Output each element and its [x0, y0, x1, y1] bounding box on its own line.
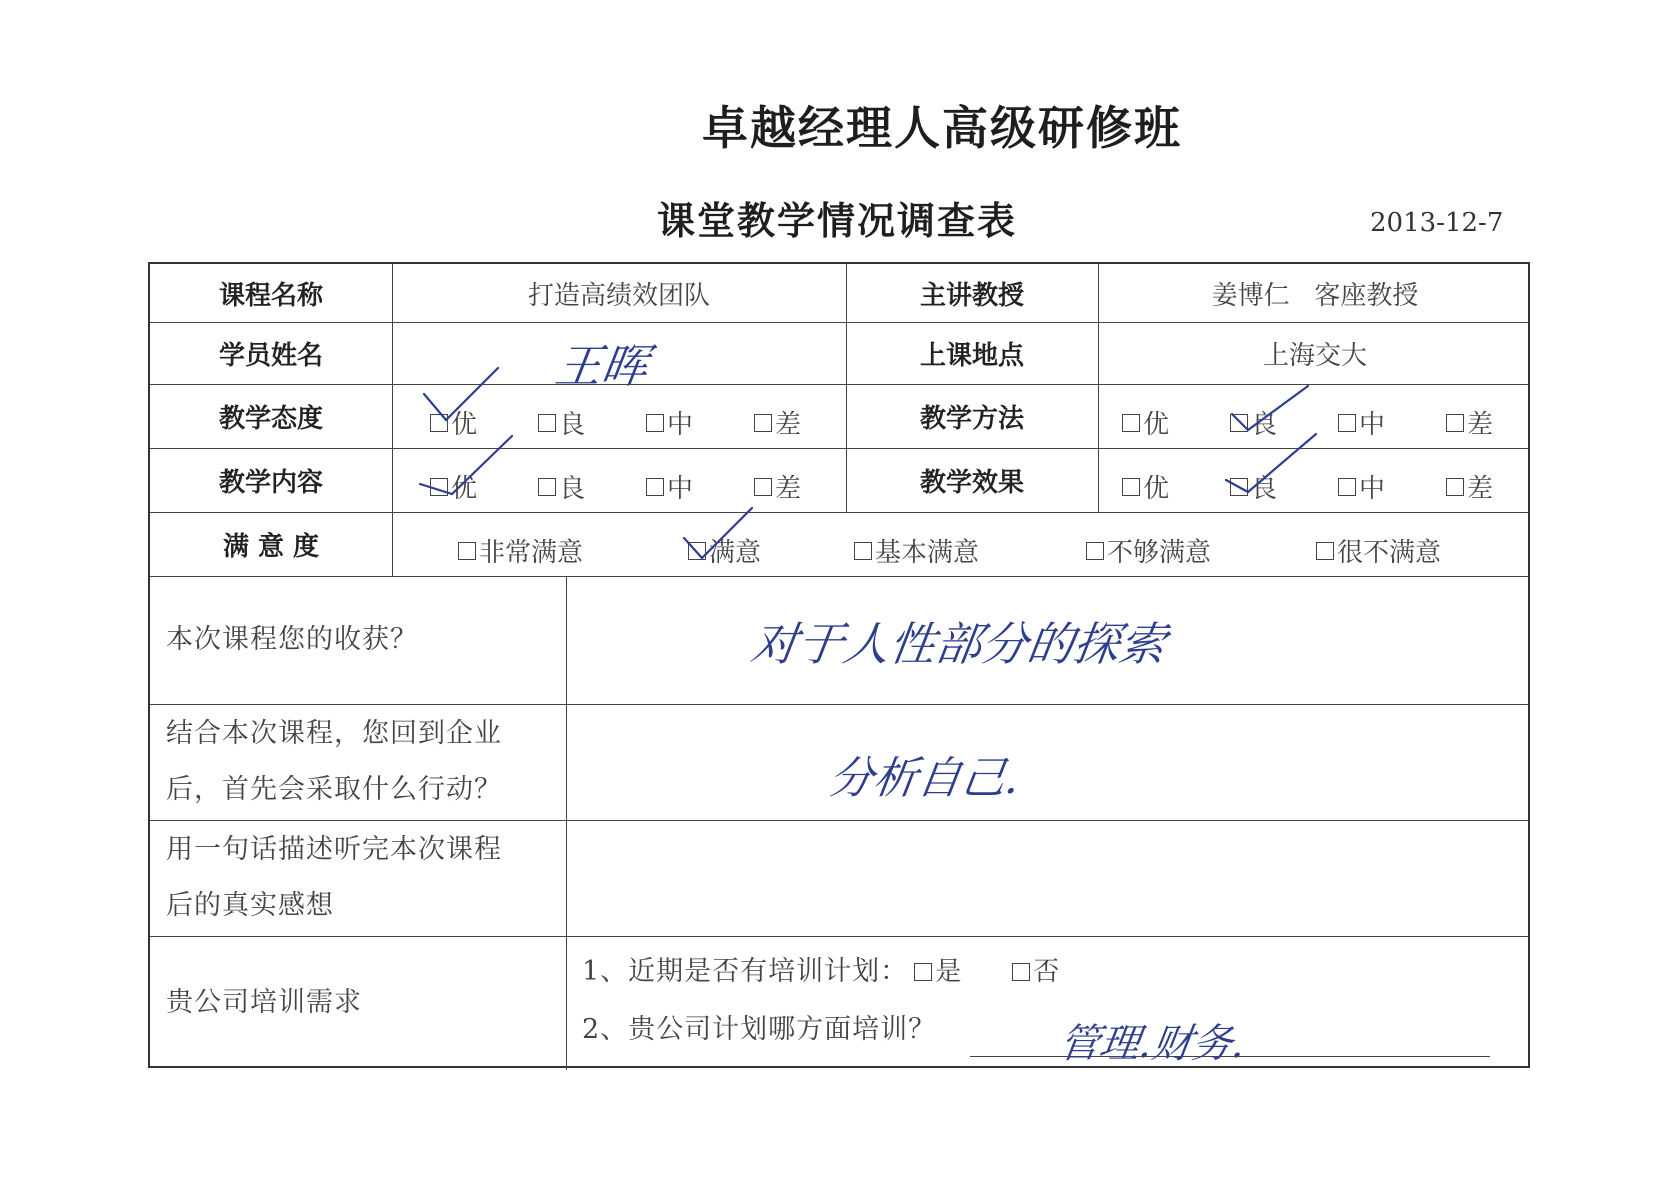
method-option-medium[interactable]: 中 [1338, 404, 1385, 441]
answer-training-handwriting: 管理.财务. [1056, 1021, 1249, 1067]
checkbox[interactable] [1230, 414, 1248, 432]
checkbox[interactable] [1122, 414, 1140, 432]
checkbox[interactable] [1316, 542, 1334, 560]
content-option-poor[interactable]: 差 [754, 468, 801, 505]
satisfaction-option-basically-satisfied[interactable]: 基本满意 [854, 532, 979, 569]
professor-label: 主讲教授 [919, 280, 1024, 311]
teaching-method-label: 教学方法 [919, 403, 1024, 434]
checkbox[interactable] [914, 963, 932, 981]
survey-title: 卓越经理人高级研修班 [702, 101, 1182, 155]
location-value: 上海交大 [1262, 340, 1367, 371]
satisfaction-label: 满 意 度 [222, 531, 320, 562]
checkbox[interactable] [458, 542, 476, 560]
method-option-excellent[interactable]: 优 [1122, 404, 1169, 441]
question-action-line1: 结合本次课程，您回到企业 [166, 718, 502, 749]
training-option-yes[interactable]: 是 [914, 944, 962, 1000]
checkbox[interactable] [754, 478, 772, 496]
checkbox[interactable] [1012, 963, 1030, 981]
checkbox[interactable] [430, 414, 448, 432]
checkbox[interactable] [1338, 414, 1356, 432]
answer-gains-handwriting: 对于人性部分的探索 [747, 617, 1170, 671]
professor-value: 姜博仁 客座教授 [1211, 280, 1419, 311]
teaching-effect-label: 教学效果 [919, 467, 1024, 498]
checkbox[interactable] [1446, 414, 1464, 432]
question-gains: 本次课程您的收获？ [166, 624, 418, 655]
answer-action-handwriting: 分析自己. [825, 753, 1023, 804]
course-name-label: 课程名称 [218, 280, 323, 311]
question-action [150, 704, 566, 820]
checkbox[interactable] [854, 542, 872, 560]
attitude-option-excellent[interactable]: 优 [430, 404, 477, 441]
teaching-content-label: 教学内容 [218, 467, 323, 498]
satisfaction-option-satisfied[interactable]: 满意 [688, 532, 761, 569]
method-option-good[interactable]: 良 [1230, 404, 1277, 441]
checkbox[interactable] [1446, 478, 1464, 496]
question-feeling-line1: 用一句话描述听完本次课程 [166, 834, 502, 865]
effect-option-poor[interactable]: 差 [1446, 468, 1493, 505]
question-feeling-line2: 后的真实感想 [166, 890, 334, 921]
effect-option-excellent[interactable]: 优 [1122, 468, 1169, 505]
checkbox[interactable] [754, 414, 772, 432]
checkbox[interactable] [646, 414, 664, 432]
question-action-line2: 后，首先会采取什么行动？ [166, 774, 502, 805]
attitude-option-poor[interactable]: 差 [754, 404, 801, 441]
checkbox[interactable] [1122, 478, 1140, 496]
content-option-good[interactable]: 良 [538, 468, 585, 505]
checkbox[interactable] [538, 478, 556, 496]
student-name-label: 学员姓名 [218, 340, 323, 371]
satisfaction-option-not-satisfied[interactable]: 不够满意 [1086, 532, 1211, 569]
location-label: 上课地点 [919, 340, 1024, 371]
content-option-medium[interactable]: 中 [646, 468, 693, 505]
teaching-attitude-label: 教学态度 [218, 403, 323, 434]
method-option-poor[interactable]: 差 [1446, 404, 1493, 441]
question-feeling [150, 820, 566, 936]
effect-option-medium[interactable]: 中 [1338, 468, 1385, 505]
training-needs-label: 贵公司培训需求 [166, 987, 362, 1018]
student-name-handwriting: 王晖 [551, 339, 652, 393]
attitude-option-good[interactable]: 良 [538, 404, 585, 441]
training-question-1: 1、近期是否有培训计划： 是 否 [566, 944, 1060, 1000]
checkbox[interactable] [688, 542, 706, 560]
checkbox[interactable] [430, 478, 448, 496]
satisfaction-option-very-satisfied[interactable]: 非常满意 [458, 532, 583, 569]
checkbox[interactable] [1086, 542, 1104, 560]
checkbox[interactable] [646, 478, 664, 496]
training-question-2: 2、贵公司计划哪方面培训？ [582, 1014, 937, 1045]
attitude-option-medium[interactable]: 中 [646, 404, 693, 441]
content-option-excellent[interactable]: 优 [430, 468, 477, 505]
checkbox[interactable] [1338, 478, 1356, 496]
checkbox[interactable] [1230, 478, 1248, 496]
survey-subtitle: 课堂教学情况调查表 [656, 199, 1017, 243]
training-option-no[interactable]: 否 [1012, 944, 1060, 1000]
course-name-value: 打造高绩效团队 [527, 280, 710, 311]
effect-option-good[interactable]: 良 [1230, 468, 1277, 505]
checkbox[interactable] [538, 414, 556, 432]
survey-date: 2013-12-7 [1370, 208, 1504, 238]
satisfaction-option-very-unsatisfied[interactable]: 很不满意 [1316, 532, 1441, 569]
